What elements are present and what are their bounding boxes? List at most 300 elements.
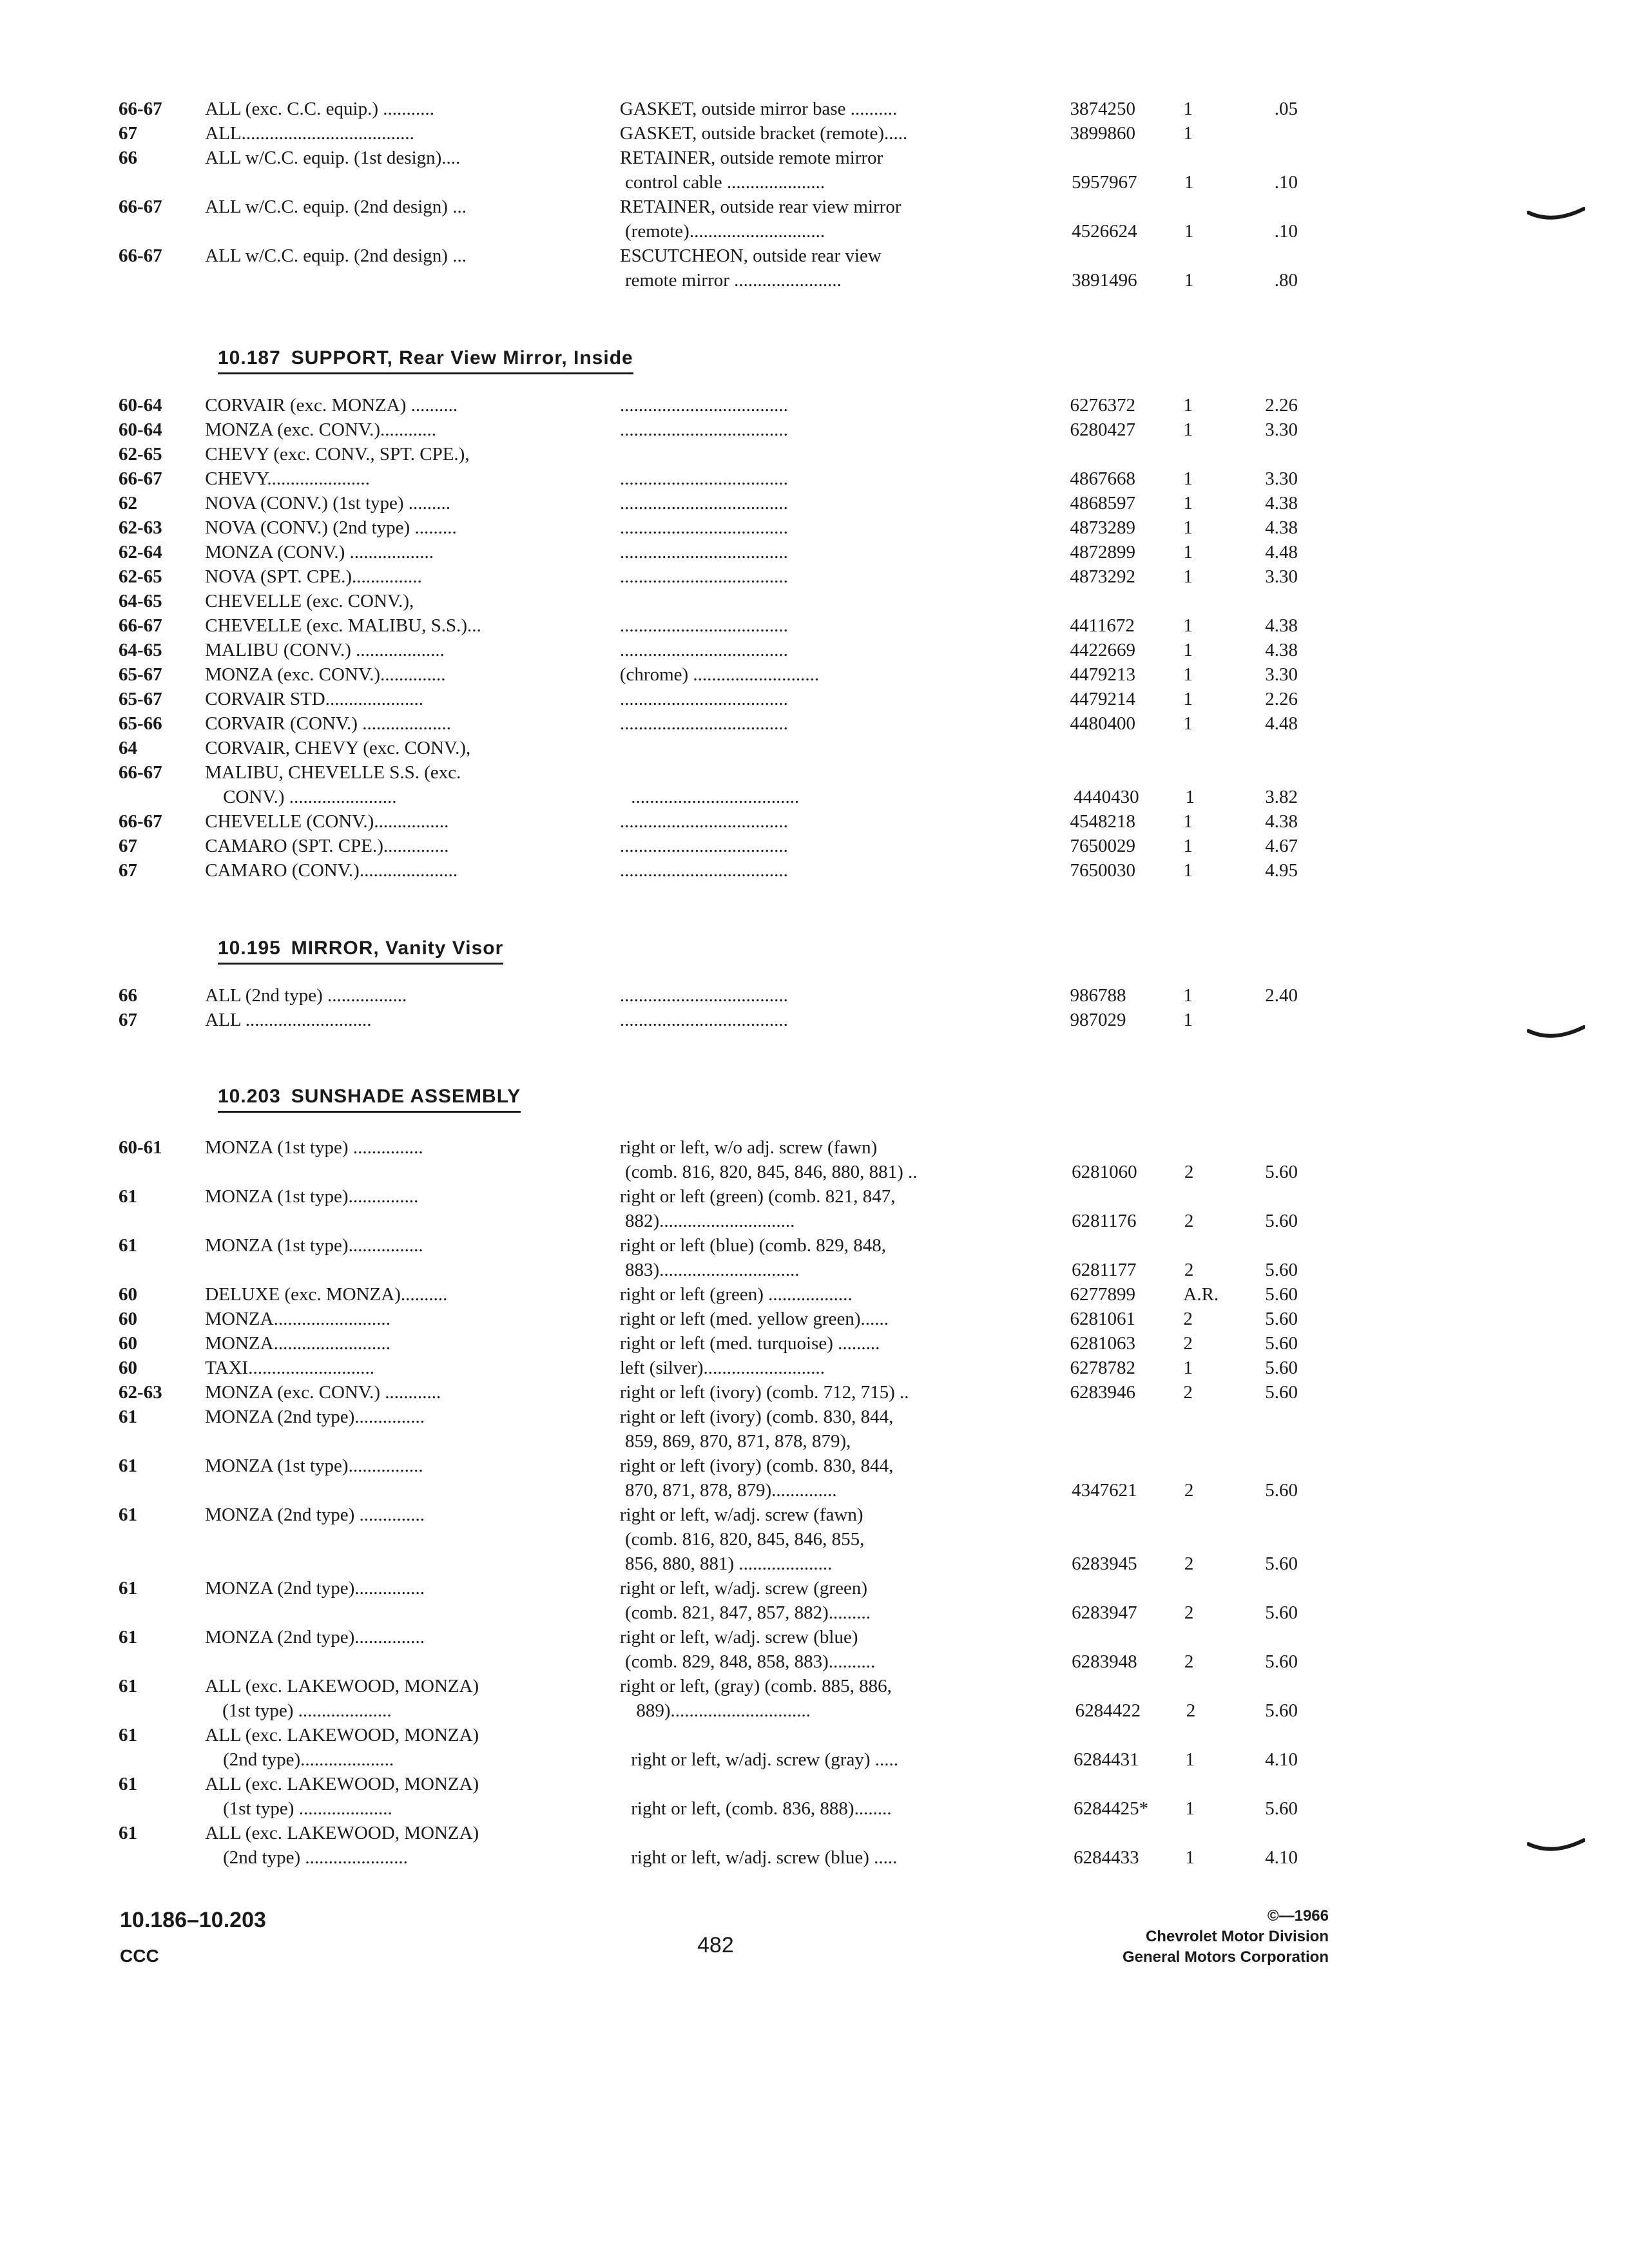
part-number: 6281063	[1070, 1333, 1135, 1354]
price: 4.10	[1265, 1749, 1298, 1770]
application: MONZA (1st type)................	[205, 1456, 423, 1476]
price: .80	[1274, 270, 1298, 291]
price: 5.60	[1265, 1798, 1298, 1819]
model-years: 62-64	[119, 542, 162, 562]
part-row	[119, 170, 1298, 195]
part-row	[119, 244, 1298, 268]
application: ALL (exc. LAKEWOOD, MONZA)	[205, 1823, 479, 1843]
part-number: 4867668	[1070, 468, 1135, 489]
application: CHEVELLE (CONV.)................	[205, 811, 449, 832]
part-row	[119, 1796, 1298, 1821]
price: 3.30	[1265, 468, 1298, 489]
application: NOVA (CONV.) (2nd type) .........	[205, 517, 457, 538]
part-row	[119, 809, 1298, 834]
part-row	[119, 1135, 1298, 1160]
quantity: 1	[1183, 985, 1193, 1006]
model-years: 60	[119, 1309, 137, 1329]
part-number: 6284422	[1075, 1700, 1141, 1721]
part-row	[119, 1356, 1298, 1380]
model-years: 62-65	[119, 444, 162, 465]
model-years: 61	[119, 1578, 137, 1599]
quantity: 2	[1186, 1700, 1196, 1721]
application: CAMARO (SPT. CPE.)..............	[205, 836, 449, 856]
division-name: Chevrolet Motor Division	[1145, 1928, 1329, 1945]
section-heading-10-195	[218, 936, 503, 965]
application: MONZA (exc. CONV.)............	[205, 419, 436, 440]
model-years: 64-65	[119, 640, 162, 660]
description: RETAINER, outside rear view mirror	[619, 197, 901, 217]
quantity: 1	[1183, 615, 1193, 636]
part-row	[119, 785, 1298, 809]
application: ALL w/C.C. equip. (2nd design) ...	[205, 197, 467, 217]
model-years: 65-66	[119, 713, 162, 734]
quantity: 1	[1183, 713, 1193, 734]
model-years: 66-67	[119, 245, 162, 266]
part-number: 6277899	[1070, 1284, 1135, 1305]
part-row	[119, 736, 1298, 760]
description: ....................................	[619, 542, 788, 562]
price: .10	[1274, 221, 1298, 242]
description: right or left, w/adj. screw (blue) .....	[631, 1847, 898, 1868]
part-row	[119, 834, 1298, 858]
part-row	[119, 219, 1298, 244]
description: (comb. 816, 820, 845, 846, 855,	[625, 1529, 865, 1550]
part-row	[119, 711, 1298, 736]
part-number: 7650030	[1070, 860, 1135, 881]
part-row	[119, 121, 1298, 146]
description: 883)..............................	[625, 1260, 800, 1280]
price: 5.60	[1265, 1309, 1298, 1329]
description: ....................................	[619, 811, 788, 832]
part-row	[119, 393, 1298, 418]
application: MONZA (1st type)................	[205, 1235, 423, 1256]
quantity: 1	[1185, 1847, 1195, 1868]
part-number: 3891496	[1072, 270, 1137, 291]
part-row	[119, 540, 1298, 564]
application: ALL (2nd type) .................	[205, 985, 407, 1006]
quantity: 1	[1183, 1010, 1193, 1030]
part-row	[119, 1600, 1298, 1625]
quantity: 1	[1183, 566, 1193, 587]
application: ALL.....................................	[205, 123, 414, 144]
application: MONZA (2nd type) ..............	[205, 1504, 425, 1525]
top-parts-table	[119, 97, 1298, 293]
part-row	[119, 1331, 1298, 1356]
model-years: 66-67	[119, 615, 162, 636]
model-years: 64	[119, 738, 137, 758]
quantity: 1	[1184, 221, 1194, 242]
part-number: 6284431	[1074, 1749, 1139, 1770]
part-row	[119, 515, 1298, 540]
price: 4.38	[1265, 811, 1298, 832]
description: right or left, w/adj. screw (blue)	[619, 1627, 858, 1648]
price: 4.10	[1265, 1847, 1298, 1868]
application: MONZA (2nd type)...............	[205, 1627, 425, 1648]
application: (2nd type) ......................	[223, 1847, 408, 1868]
price: 5.60	[1265, 1211, 1298, 1231]
part-number: 6281177	[1072, 1260, 1137, 1280]
model-years: 66	[119, 985, 137, 1006]
application: CORVAIR, CHEVY (exc. CONV.),	[205, 738, 471, 758]
part-row	[119, 1821, 1298, 1845]
part-number: 4480400	[1070, 713, 1135, 734]
description: 889)..............................	[636, 1700, 811, 1721]
quantity: 1	[1183, 123, 1193, 144]
description: right or left, w/adj. screw (gray) .....	[631, 1749, 898, 1770]
quantity: 2	[1184, 1162, 1194, 1182]
part-row	[119, 442, 1298, 466]
part-row	[119, 687, 1298, 711]
application: ALL w/C.C. equip. (1st design)....	[205, 148, 461, 168]
part-row	[119, 1625, 1298, 1649]
price: 5.60	[1265, 1553, 1298, 1574]
quantity: 1	[1183, 542, 1193, 562]
application: MONZA.........................	[205, 1333, 390, 1354]
binder-mark	[1527, 205, 1585, 228]
part-number: 4440430	[1074, 787, 1139, 807]
model-years: 61	[119, 1407, 137, 1427]
sunshade-table	[119, 1135, 1298, 1870]
price: 4.67	[1265, 836, 1298, 856]
quantity: 2	[1184, 1211, 1194, 1231]
part-number: 4548218	[1070, 811, 1135, 832]
price: 3.30	[1265, 566, 1298, 587]
corporation-name: General Motors Corporation	[1122, 1948, 1329, 1966]
application: ALL (exc. LAKEWOOD, MONZA)	[205, 1774, 479, 1794]
quantity: 1	[1183, 860, 1193, 881]
part-number: 6283945	[1072, 1553, 1137, 1574]
description: 870, 871, 878, 879)..............	[625, 1480, 837, 1501]
part-row	[119, 1747, 1298, 1772]
part-number: 6284433	[1074, 1847, 1139, 1868]
application: MONZA (1st type)...............	[205, 1186, 419, 1207]
quantity: A.R.	[1183, 1284, 1219, 1305]
price: 3.30	[1265, 419, 1298, 440]
model-years: 67	[119, 860, 137, 881]
description: right or left (ivory) (comb. 712, 715) ..	[619, 1382, 909, 1403]
model-years: 60-64	[119, 395, 162, 416]
description: right or left (ivory) (comb. 830, 844,	[619, 1456, 894, 1476]
part-row	[119, 466, 1298, 491]
section-heading-10-203	[218, 1084, 521, 1113]
description: (chrome) ...........................	[619, 664, 820, 685]
description: right or left (green) (comb. 821, 847,	[619, 1186, 896, 1207]
part-row	[119, 268, 1298, 293]
quantity: 1	[1183, 395, 1193, 416]
publisher-block	[1123, 1906, 1329, 1968]
application: NOVA (SPT. CPE.)...............	[205, 566, 422, 587]
application: DELUXE (exc. MONZA)..........	[205, 1284, 448, 1305]
model-years: 62-65	[119, 566, 162, 587]
quantity: 1	[1183, 640, 1193, 660]
application: MALIBU (CONV.) ...................	[205, 640, 445, 660]
model-years: 61	[119, 1627, 137, 1648]
description: GASKET, outside mirror base ..........	[619, 99, 898, 119]
quantity: 1	[1184, 270, 1194, 291]
part-row	[119, 1160, 1298, 1184]
part-row	[119, 418, 1298, 442]
quantity: 2	[1184, 1651, 1194, 1672]
application: CHEVY......................	[205, 468, 370, 489]
part-row	[119, 1674, 1298, 1698]
quantity: 1	[1185, 787, 1195, 807]
part-number: 6283946	[1070, 1382, 1135, 1403]
model-years: 60-61	[119, 1137, 162, 1158]
description: (comb. 816, 820, 845, 846, 880, 881) ..	[625, 1162, 918, 1182]
price: 5.60	[1265, 1382, 1298, 1403]
model-years: 65-67	[119, 664, 162, 685]
model-years: 66-67	[119, 197, 162, 217]
model-years: 64-65	[119, 591, 162, 611]
part-row	[119, 1209, 1298, 1233]
price: 5.60	[1265, 1260, 1298, 1280]
part-number: 6281060	[1072, 1162, 1137, 1182]
description: ....................................	[619, 517, 788, 538]
quantity: 2	[1183, 1309, 1193, 1329]
quantity: 1	[1183, 468, 1193, 489]
part-row	[119, 1527, 1298, 1552]
section-number: 10.203	[218, 1086, 281, 1107]
part-row	[119, 1405, 1298, 1429]
description: 856, 880, 881) ....................	[625, 1553, 833, 1574]
section-number: 10.187	[218, 347, 281, 369]
model-years: 61	[119, 1774, 137, 1794]
part-number: 4873289	[1070, 517, 1135, 538]
part-row	[119, 97, 1298, 121]
part-number: 6276372	[1070, 395, 1135, 416]
part-row	[119, 662, 1298, 687]
price: 5.60	[1265, 1162, 1298, 1182]
quantity: 2	[1184, 1553, 1194, 1574]
description: ....................................	[619, 836, 788, 856]
model-years: 62-63	[119, 1382, 162, 1403]
quantity: 1	[1183, 99, 1193, 119]
description: right or left, (gray) (comb. 885, 886,	[619, 1676, 892, 1696]
part-row	[119, 1184, 1298, 1209]
application: CORVAIR (CONV.) ...................	[205, 713, 451, 734]
part-row	[119, 760, 1298, 785]
part-row	[119, 638, 1298, 662]
application: MONZA (2nd type)...............	[205, 1578, 425, 1599]
description: ....................................	[619, 615, 788, 636]
model-years: 61	[119, 1456, 137, 1476]
part-number: 5957967	[1072, 172, 1137, 193]
section-title: SUNSHADE ASSEMBLY	[291, 1086, 521, 1107]
page-number: 482	[697, 1933, 734, 1957]
quantity: 1	[1183, 689, 1193, 709]
part-number: 4347621	[1072, 1480, 1137, 1501]
part-row	[119, 1576, 1298, 1600]
price: 5.60	[1265, 1284, 1298, 1305]
model-years: 67	[119, 123, 137, 144]
application: ALL ...........................	[205, 1010, 372, 1030]
model-years: 66-67	[119, 762, 162, 783]
application: (1st type) ....................	[223, 1798, 392, 1819]
part-number: 6281061	[1070, 1309, 1135, 1329]
model-years: 61	[119, 1504, 137, 1525]
part-row	[119, 858, 1298, 883]
model-years: 60-64	[119, 419, 162, 440]
part-number: 3874250	[1070, 99, 1135, 119]
description: right or left, (comb. 836, 888)........	[631, 1798, 892, 1819]
quantity: 1	[1185, 1798, 1195, 1819]
model-years: 66-67	[119, 468, 162, 489]
price: 2.26	[1265, 395, 1298, 416]
price: 4.48	[1265, 542, 1298, 562]
section-number: 10.195	[218, 937, 281, 959]
application: CORVAIR STD.....................	[205, 689, 424, 709]
application: CHEVELLE (exc. CONV.),	[205, 591, 414, 611]
application: CONV.) .......................	[223, 787, 397, 807]
model-years: 61	[119, 1186, 137, 1207]
price: 5.60	[1265, 1333, 1298, 1354]
part-row	[119, 1649, 1298, 1674]
description: ....................................	[619, 860, 788, 881]
part-row	[119, 1258, 1298, 1282]
description: right or left (green) ..................	[619, 1284, 853, 1305]
application: CHEVELLE (exc. MALIBU, S.S.)...	[205, 615, 481, 636]
part-row	[119, 589, 1298, 613]
description: right or left (med. turquoise) .........	[619, 1333, 880, 1354]
binder-mark	[1527, 1836, 1585, 1860]
part-number: 4479214	[1070, 689, 1135, 709]
part-row	[119, 1772, 1298, 1796]
model-years: 61	[119, 1725, 137, 1745]
part-number: 6281176	[1072, 1211, 1137, 1231]
part-row	[119, 1429, 1298, 1454]
price: 4.38	[1265, 640, 1298, 660]
part-row	[119, 613, 1298, 638]
part-row	[119, 1282, 1298, 1307]
part-number: 4422669	[1070, 640, 1135, 660]
catalog-code: CCC	[120, 1946, 159, 1966]
application: ALL w/C.C. equip. (2nd design) ...	[205, 245, 467, 266]
description: control cable .....................	[625, 172, 825, 193]
description: ....................................	[619, 1010, 788, 1030]
part-row	[119, 1380, 1298, 1405]
section-heading-10-187	[218, 345, 633, 374]
model-years: 60	[119, 1333, 137, 1354]
part-row	[119, 564, 1298, 589]
model-years: 65-67	[119, 689, 162, 709]
application: MONZA (2nd type)...............	[205, 1407, 425, 1427]
application: CORVAIR (exc. MONZA) ..........	[205, 395, 458, 416]
application: (1st type) ....................	[222, 1700, 392, 1721]
price: 4.38	[1265, 493, 1298, 514]
price: 4.38	[1265, 615, 1298, 636]
model-years: 62	[119, 493, 137, 514]
description: right or left, w/adj. screw (fawn)	[619, 1504, 863, 1525]
quantity: 2	[1184, 1260, 1194, 1280]
price: 4.48	[1265, 713, 1298, 734]
description: right or left, w/o adj. screw (fawn)	[619, 1137, 878, 1158]
part-number: 6284425*	[1074, 1798, 1149, 1819]
price: 4.95	[1265, 860, 1298, 881]
part-number: 6280427	[1070, 419, 1135, 440]
description: ....................................	[619, 419, 788, 440]
part-number: 987029	[1070, 1010, 1126, 1030]
description: right or left (med. yellow green)......	[619, 1309, 889, 1329]
part-row	[119, 1008, 1298, 1032]
model-years: 66-67	[119, 99, 162, 119]
price: 2.40	[1265, 985, 1298, 1006]
application: ALL (exc. C.C. equip.) ...........	[205, 99, 434, 119]
part-row	[119, 1307, 1298, 1331]
part-number: 4868597	[1070, 493, 1135, 514]
quantity: 1	[1183, 664, 1193, 685]
part-number: 7650029	[1070, 836, 1135, 856]
model-years: 60	[119, 1358, 137, 1378]
application: MONZA (exc. CONV.)..............	[205, 664, 446, 685]
description: right or left (blue) (comb. 829, 848,	[619, 1235, 887, 1256]
model-years: 66-67	[119, 811, 162, 832]
part-row	[119, 1723, 1298, 1747]
quantity: 1	[1183, 517, 1193, 538]
application: CAMARO (CONV.).....................	[205, 860, 458, 881]
part-number: 4873292	[1070, 566, 1135, 587]
application: MALIBU, CHEVELLE S.S. (exc.	[205, 762, 461, 783]
binder-mark	[1527, 1023, 1585, 1046]
model-years: 62-63	[119, 517, 162, 538]
quantity: 2	[1183, 1382, 1193, 1403]
part-row	[119, 195, 1298, 219]
quantity: 1	[1183, 493, 1193, 514]
part-number: 986788	[1070, 985, 1126, 1006]
quantity: 1	[1183, 419, 1193, 440]
support-mirror-table	[119, 393, 1298, 883]
application: MONZA (1st type) ...............	[205, 1137, 423, 1158]
part-row	[119, 1845, 1298, 1870]
application: ALL (exc. LAKEWOOD, MONZA)	[205, 1725, 479, 1745]
application: TAXI...........................	[205, 1358, 374, 1378]
description: remote mirror .......................	[625, 270, 842, 291]
part-row	[119, 1503, 1298, 1527]
description: GASKET, outside bracket (remote).....	[619, 123, 908, 144]
quantity: 2	[1184, 1480, 1194, 1501]
section-title: SUPPORT, Rear View Mirror, Inside	[291, 347, 633, 369]
quantity: 2	[1184, 1602, 1194, 1623]
price: 2.26	[1265, 689, 1298, 709]
description: ....................................	[619, 713, 788, 734]
application: MONZA (CONV.) ..................	[205, 542, 434, 562]
application: (2nd type)....................	[223, 1749, 394, 1770]
description: (comb. 829, 848, 858, 883)..........	[625, 1651, 876, 1672]
part-row	[119, 1698, 1298, 1723]
description: ....................................	[619, 468, 788, 489]
vanity-mirror-table	[119, 983, 1298, 1032]
description: ....................................	[619, 640, 788, 660]
price: .05	[1274, 99, 1298, 119]
description: RETAINER, outside remote mirror	[619, 148, 883, 168]
part-row	[119, 1552, 1298, 1576]
description: ....................................	[619, 395, 788, 416]
description: 882).............................	[625, 1211, 795, 1231]
quantity: 1	[1184, 172, 1194, 193]
application: MONZA (exc. CONV.) ............	[205, 1382, 441, 1403]
quantity: 1	[1185, 1749, 1195, 1770]
description: ....................................	[619, 689, 788, 709]
application: NOVA (CONV.) (1st type) .........	[205, 493, 451, 514]
model-years: 61	[119, 1235, 137, 1256]
quantity: 1	[1183, 1358, 1193, 1378]
part-number: 4526624	[1072, 221, 1137, 242]
price: 4.38	[1265, 517, 1298, 538]
part-row	[119, 1233, 1298, 1258]
application: ALL (exc. LAKEWOOD, MONZA)	[205, 1676, 479, 1696]
section-title: MIRROR, Vanity Visor	[291, 937, 504, 959]
application: MONZA.........................	[205, 1309, 390, 1329]
price: 5.60	[1265, 1651, 1298, 1672]
